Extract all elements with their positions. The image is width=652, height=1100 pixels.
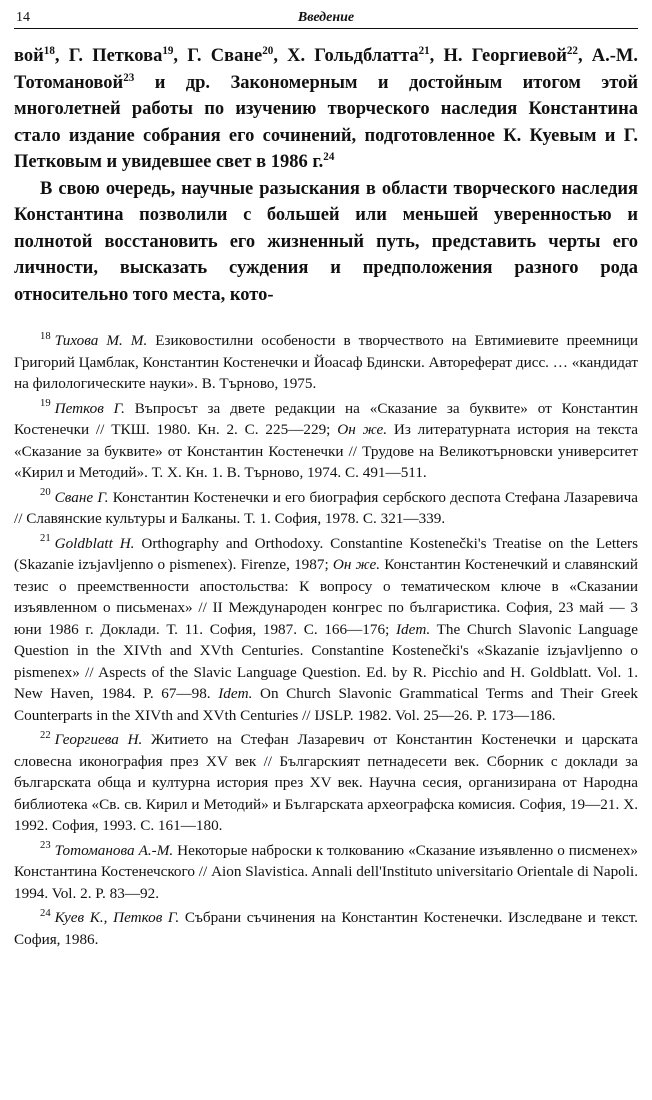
footnote-20: $^{20}$ Сване Г. Константин Костенечки и его биография сербского деспота Стефана Лазаревича // Славянские культуры и Балканы. Т. 1. София, 1978. С. 321—339. [14,487,638,527]
footnote-ref-23: 23 [123,71,135,84]
footnote-22: $^{22}$ Георгиева Н. Житието на Стефан Лазаревич от Константин Костенечки и царската словесна иконография през XV век // Българският петнадесети век. Сборник с доклади за българската обща и културна история през XV век. Научна сесия, организирана от Народна библиотека «Св. св. Кирил и Методий» и Българската археографска комисия. София, 19—21. Х. 1992. София, 1993. С. 161—180. [14,729,638,834]
footnote-ref-21: 21 [418,44,430,57]
page-header [14,6,638,29]
footnote-ref-19: 19 [162,44,174,57]
footnote-21: $^{21}$ Goldblatt H. Orthography and Orthodoxy. Constantine Kostenečki's Treatise on the Letters (Skazanie izъjavljenno o pismenex). Firenze, 1987; Он же. Константин Костенечкий и славянский тезис о преемственности апостольства: К вопросу о тематическом ключе в «Сказании изъявленном о письменах» // II Международен конгрес по българистика. София, 23 май — 3 юни 1986 г. Доклади. Т. 11. София, 1987. С. 166—176; Idem. The Church Slavonic Language Question in the XIVth and XVth Centuries. Constantine Kostenečki's «Skazanie izъjavljenno o pismenex» // Aspects of the Slavic Language Question. Ed. by R. Picchio and H. Goldblatt. Vol. 1. New Haven, 1984. P. 67—98. Idem. On Church Slavonic Grammatical Terms and Their Greek Counterparts in the XIVth and XVth Centuries // IJSLP. 1982. Vol. 25—26. P. 173—186. [14,533,639,724]
running-title: Введение [297,10,355,25]
footnotes [14,330,638,950]
footnote-18: $^{18}$ Тихова М. М. Езиковостилни особености в творчеството на Евтимиевите преемници Григорий Цамблак, Константин Костенечки и Йоасаф Бдински. Автореферат дисс. … «кандидат на филологическите науки». В. Търново, 1975. [14,330,638,392]
footnote-ref-22: 22 [566,44,578,57]
footnote-ref-20: 20 [262,44,274,57]
paragraph-2: В свою очередь, научные разыскания в области творческого наследия Константина позволили с большей или меньшей уверенностью и полнотой восстановить его жизненный путь, представить черты его личности, высказать суждения и предположения разного рода относительно того места, кото- [14,178,638,305]
paragraph-1: вой$^{18}$, Г. Петкова$^{19}$, Г. Сване$^{20}$, Х. Гольдблатта$^{21}$, Н. Георгиевой$^{22}$, А.-М. Тотомановой$^{23}$ и др. Закономерным и достойным итогом этой многолетней работы по изучению творческого наследия Константина стало издание собрания его сочинений, подготовленное К. Куевым и Г. Петковым и увидевшее свет в 1986 г.$^{24}$ [14,44,639,172]
footnote-19: $^{19}$ Петков Г. Въпросът за двете редакции на «Сказание за буквите» от Константин Костенечки // ТКШ. 1980. Кн. 2. С. 225—229; Он же. Из литературната история на текста «Сказание за буквите» от Константин Костенечки // Трудове на Великотърновски университет «Кирил и Методий». Т. Х. Кн. 1. В. Търново, 1974. С. 491—511. [14,398,639,481]
main-text [14,43,638,308]
book-page [14,6,638,953]
page-number: 14 [16,10,30,25]
footnote-23: $^{23}$ Тотоманова А.-М. Некоторые наброски к толкованию «Сказание изъявленно о писменех» Константина Костенечского // Aion Slavistica. Annali dell'Instituto universitario Orientale di Napoli. 1994. Vol. 2. P. 83—92. [14,840,639,902]
footnote-ref-18: 18 [43,44,55,57]
footnote-24: $^{24}$ Куев К., Петков Г. Събрани съчинения на Константин Костенечки. Изследване и текст. София, 1986. [14,907,638,948]
footnote-ref-24: 24 [323,150,335,163]
